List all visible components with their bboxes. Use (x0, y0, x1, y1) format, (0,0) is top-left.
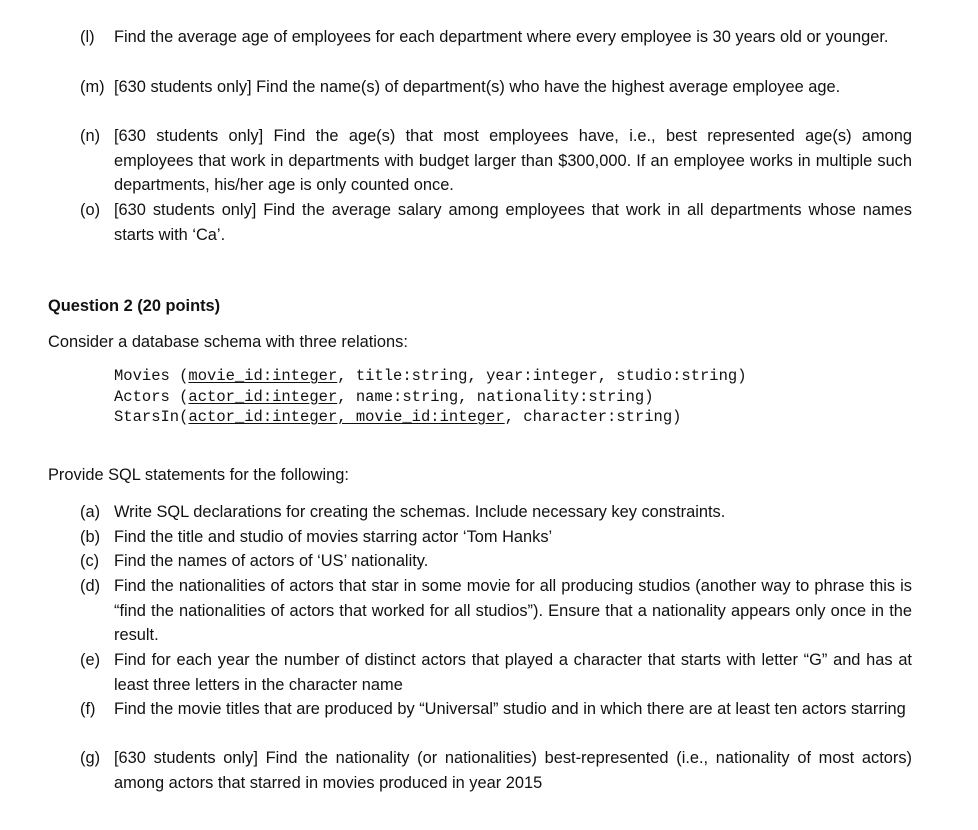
list-item-o (80, 198, 912, 247)
list-item-c (80, 549, 912, 574)
paren: ( (179, 408, 189, 426)
item-label: (m) (80, 78, 105, 96)
item-text: Find the title and studio of movies starring actor ‘Tom Hanks’ (114, 528, 553, 546)
list-item-d (80, 574, 912, 648)
list-item-b (80, 525, 912, 550)
item-text: [630 students only] Find the nationality (or nationalities) best-represented (i.e., nationality of most actors) among actors that starred in movies produced in year 2015 (114, 749, 912, 792)
item-text: [630 students only] Find the age(s) that most employees have, i.e., best represented age(s) among employees that work in departments with budget larger than $300,000. If an employee works in multiple such departments, his/her age is only counted once. (114, 127, 912, 195)
primary-key: actor_id:integer (188, 387, 338, 406)
primary-key: movie_id:integer (188, 367, 338, 385)
list-item-g (80, 746, 912, 795)
relation-movies (114, 366, 747, 387)
item-text: [630 students only] Find the average salary among employees that work in all departments whose names starts with ‘Ca’. (114, 201, 912, 244)
list-item-l (80, 25, 912, 50)
item-text: Find for each year the number of distinct actors that played a character that starts with letter “G” and has at least three letters in the character name (114, 651, 912, 694)
item-label: (c) (80, 552, 100, 570)
item-text: Find the nationalities of actors that star in some movie for all producing studios (another way to phrase this is “find the nationalities of actors that worked for all studios”). Ensure that a nationality appears only once in the result. (114, 577, 912, 645)
item-label: (b) (80, 528, 101, 546)
relation-name: Movies (114, 367, 170, 385)
primary-key: actor_id:integer, movie_id:integer (188, 408, 505, 426)
item-label: (o) (80, 201, 101, 219)
item-label: (a) (80, 503, 101, 521)
prompt-text: Provide SQL statements for the following: (48, 466, 349, 484)
item-text: Find the movie titles that are produced by “Universal” studio and in which there are at least ten actors starring (114, 700, 906, 718)
paren: ( (169, 367, 189, 385)
item-label: (d) (80, 577, 101, 595)
item-label: (l) (80, 28, 95, 46)
item-label: (g) (80, 749, 101, 767)
item-label: (e) (80, 651, 101, 669)
relation-name: Actors (114, 387, 170, 406)
attributes: , title:string, year:integer, studio:string) (337, 367, 747, 385)
item-text: Find the names of actors of ‘US’ nationality. (114, 552, 429, 570)
question-heading: Question 2 (20 points) (48, 297, 221, 315)
item-text: Write SQL declarations for creating the schemas. Include necessary key constraints. (114, 503, 726, 521)
item-text: Find the average age of employees for each department where every employee is 30 years old or younger. (114, 28, 889, 46)
list-item-m (80, 75, 912, 100)
item-text: [630 students only] Find the name(s) of department(s) who have the highest average employee age. (114, 78, 841, 96)
list-item-n (80, 124, 912, 198)
list-item-f (80, 697, 912, 722)
relation-name: StarsIn (114, 408, 180, 426)
relation-starsin (114, 407, 747, 428)
item-label: (n) (80, 127, 101, 145)
attributes: , name:string, nationality:string) (337, 387, 654, 406)
item-label: (f) (80, 700, 96, 718)
paren: ( (169, 387, 189, 406)
attributes: , character:string) (504, 408, 682, 426)
list-item-e (80, 648, 912, 697)
list-item-a (80, 500, 912, 525)
relation-actors (114, 387, 747, 408)
schema-block (114, 366, 747, 428)
intro-text: Consider a database schema with three relations: (48, 333, 408, 351)
